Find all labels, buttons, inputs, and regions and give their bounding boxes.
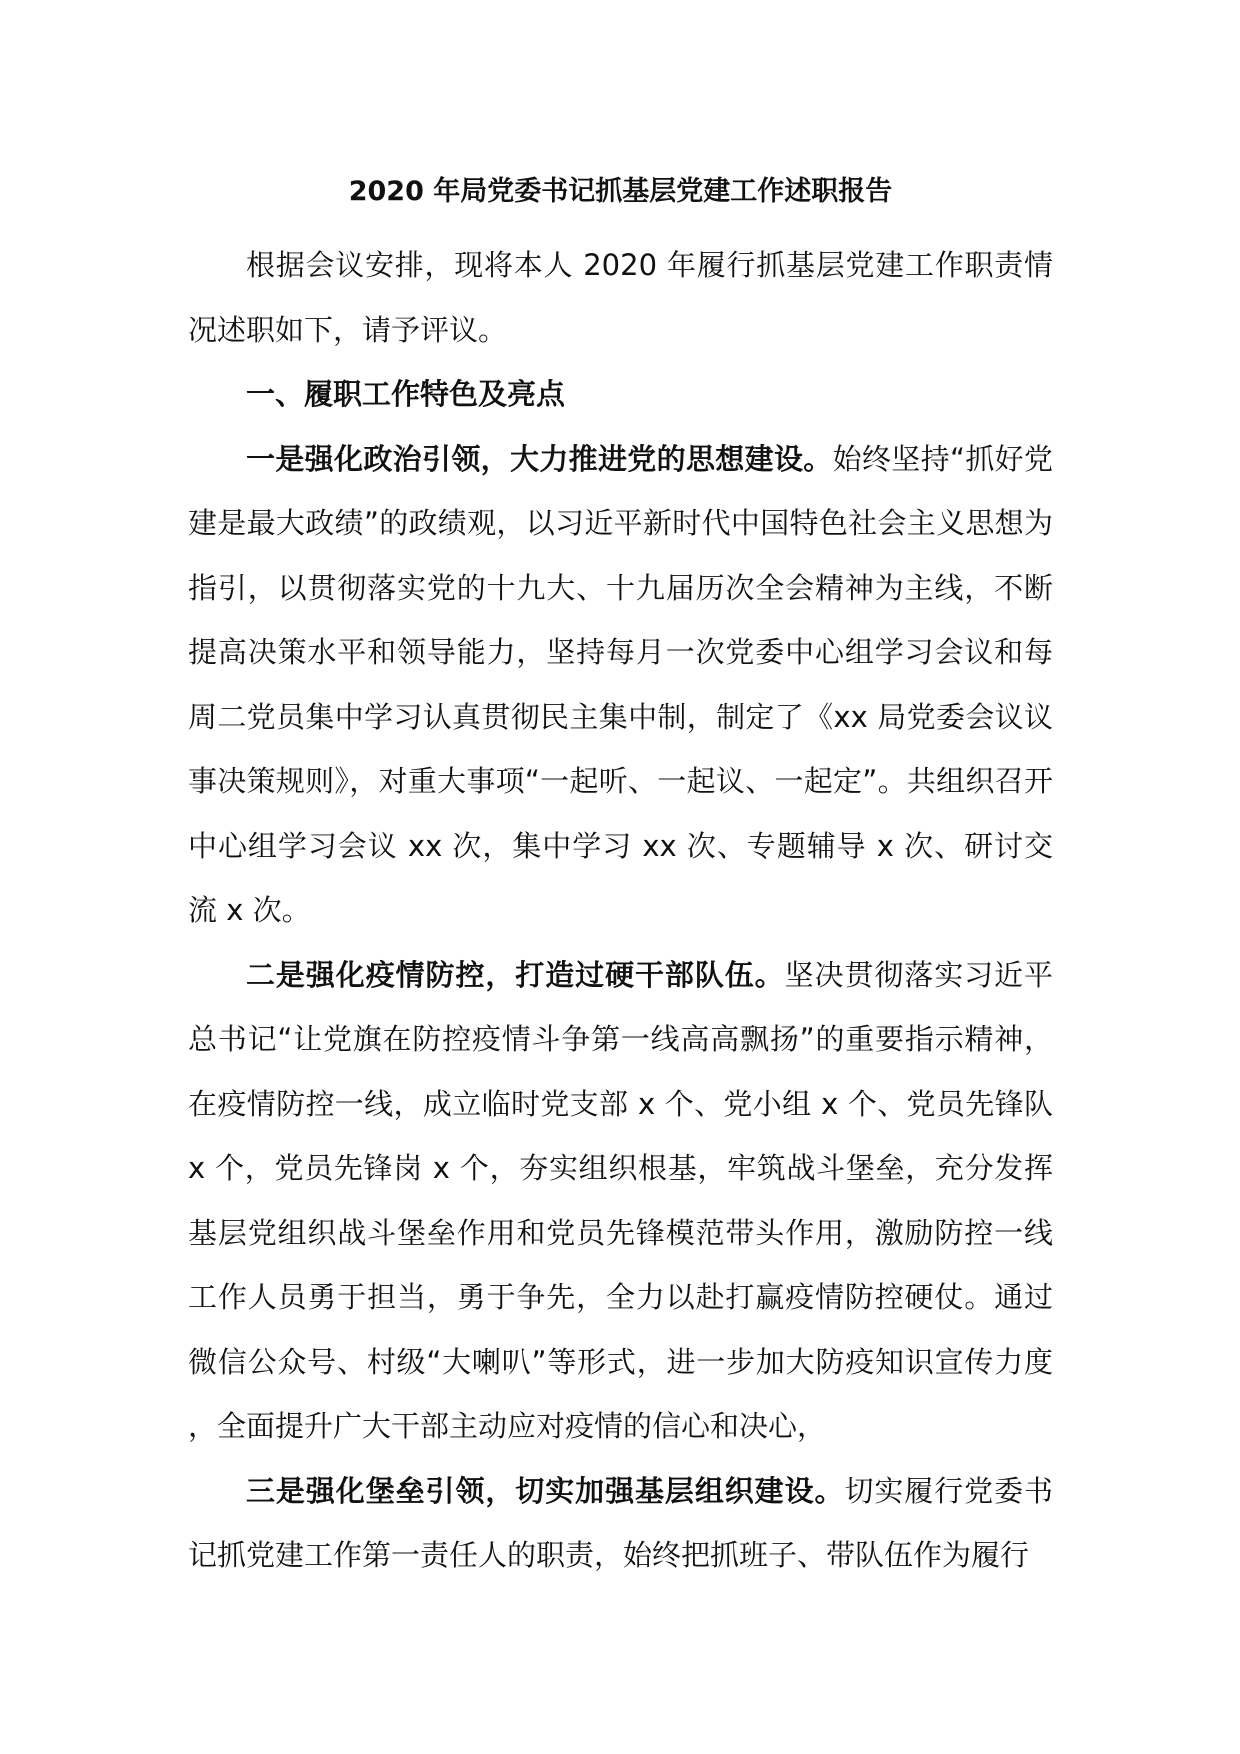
paragraph-lead: 三是强化堡垒引领，切实加强基层组织建设。: [246, 1473, 845, 1508]
paragraph-epidemic-control: [188, 943, 1053, 1459]
paragraph-lead: 二是强化疫情防控，打造过硬干部队伍。: [246, 957, 785, 992]
paragraph-body: 坚决贯彻落实习近平总书记“让党旗在防控疫情斗争第一线高高飘扬”的重要指示精神，在疫情防控一线，成立临时党支部 x 个、党小组 x 个、党员先锋队 x 个，党员先锋岗 x 个，夯实组织根基，牢筑战斗堡垒，充分发挥基层党组织战斗堡垒作用和党员先锋模范带头作用，激励防控一线工作人员勇于担当，勇于争先，全力以赴打赢疫情防控硬仗。通过微信公众号、村级“大喇叭”等形式，进一步加大防疫知识宣传力度，全面提升广大干部主动应对疫情的信心和决心，: [188, 957, 1053, 1443]
section-heading: 一、履职工作特色及亮点: [246, 377, 566, 411]
document-title: 2020 年局党委书记抓基层党建工作述职报告: [348, 176, 893, 207]
paragraph-body: 始终坚持“抓好党建是最大政绩”的政绩观，以习近平新时代中国特色社会主义思想为指引，以贯彻落实党的十九大、十九届历次全会精神为主线，不断提高决策水平和领导能力，坚持每月一次党委中心组学习会议和每周二党员集中学习认真贯彻民主集中制，制定了《xx 局党委会议议事决策规则》，对重大事项“一起听、一起议、一起定”。共组织召开中心组学习会议 xx 次，集中学习 xx 次、专题辅导 x 次、研讨交流 x 次。: [188, 441, 1053, 927]
document-page: [188, 0, 1053, 1754]
intro-paragraph: 根据会议安排，现将本人 2020 年履行抓基层党建工作职责情况述职如下，请予评议。: [188, 248, 1053, 347]
document-body: [188, 233, 1053, 1588]
paragraph-lead: 一是强化政治引领，大力推进党的思想建设。: [246, 441, 833, 476]
paragraph-political-leadership: [188, 427, 1053, 943]
paragraph-body: 切实履行党委书记抓党建工作第一责任人的职责，始终把抓班子、带队伍作为履行: [188, 1473, 1053, 1572]
paragraph-grassroots-organization: [188, 1459, 1053, 1588]
